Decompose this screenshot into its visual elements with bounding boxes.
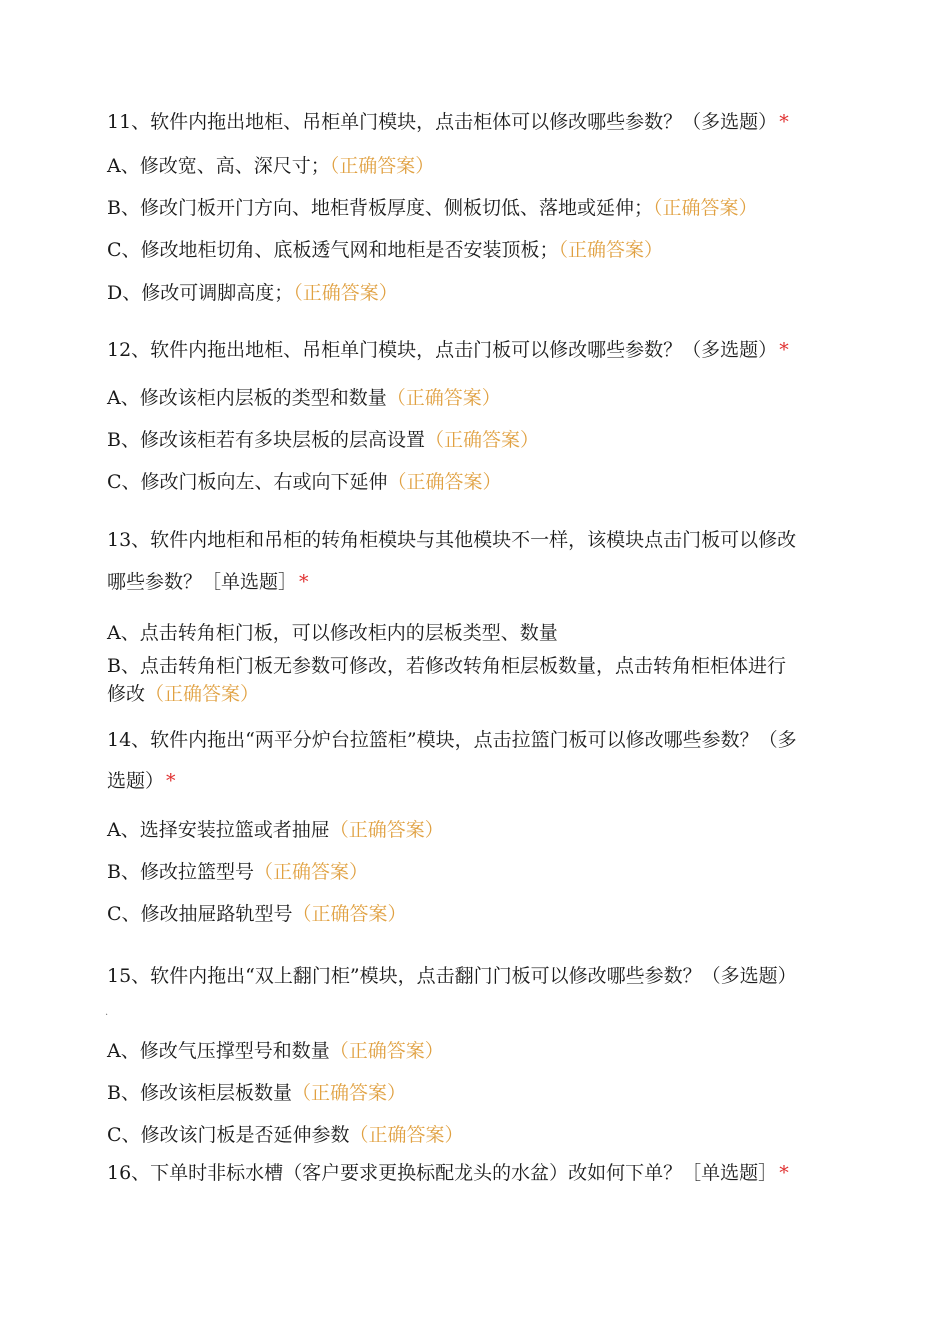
option-text: B、修改该柜层板数量 (107, 1082, 292, 1104)
option-text: A、选择安装拉篮或者抽屉 (107, 819, 330, 841)
question-11-text: 11、软件内拖出地柜、吊柜单门模块，点击柜体可以修改哪些参数？（多选题） (107, 111, 778, 133)
question-14-line-2 (107, 769, 176, 793)
question-14-line-1 (107, 728, 797, 752)
option-text-cont: 修改 (107, 683, 146, 705)
question-14-text: 14、软件内拖出“两平分炉台拉篮柜”模块，点击拉篮门板可以修改哪些参数？（多 (107, 729, 797, 751)
q11-option-a (107, 154, 434, 178)
question-15 (107, 964, 797, 988)
option-text: C、修改该门板是否延伸参数 (107, 1124, 350, 1146)
q14-option-b (107, 860, 368, 884)
correct-answer-tag: （正确答案） (329, 155, 435, 177)
correct-answer-tag: （正确答案） (387, 471, 502, 493)
question-14-text-cont: 选题） (107, 770, 165, 792)
option-text: A、点击转角柜门板，可以修改柜内的层板类型、数量 (107, 622, 558, 644)
q12-option-b (107, 428, 539, 452)
correct-answer-tag: （正确答案） (558, 239, 664, 261)
question-11 (107, 110, 789, 134)
option-text: B、修改该柜若有多块层板的层高设置 (107, 429, 425, 451)
question-16 (107, 1161, 789, 1185)
option-text: A、修改气压撑型号和数量 (107, 1040, 330, 1062)
option-text: B、修改门板开门方向、地柜背板厚度、侧板切低、落地或延伸； (107, 197, 653, 219)
q13-option-b-cont (107, 682, 259, 706)
q12-option-c (107, 470, 502, 494)
question-12-text: 12、软件内拖出地柜、吊柜单门模块，点击门板可以修改哪些参数？（多选题） (107, 339, 778, 361)
correct-answer-tag: （正确答案） (292, 903, 407, 925)
option-text: A、修改该柜内层板的类型和数量 (107, 387, 387, 409)
q14-option-a (107, 818, 444, 842)
question-16-text: 16、下单时非标水槽（客户要求更换标配龙头的水盆）改如何下单？［单选题］ (107, 1162, 778, 1184)
required-mark: * (779, 339, 789, 361)
question-13-line-1 (107, 528, 796, 552)
correct-answer-tag: （正确答案） (386, 387, 501, 409)
question-13-text-cont: 哪些参数？［单选题］ (107, 571, 298, 593)
q15-option-a (107, 1039, 444, 1063)
q11-option-d (107, 281, 398, 305)
required-mark: * (166, 770, 176, 792)
question-13-text: 13、软件内地柜和吊柜的转角柜模块与其他模块不一样，该模块点击门板可以修改 (107, 529, 797, 551)
correct-answer-tag: （正确答案） (291, 1082, 406, 1104)
q11-option-c (107, 238, 663, 262)
option-text: C、修改门板向左、右或向下延伸 (107, 471, 388, 493)
option-text: B、修改拉篮型号 (107, 861, 254, 883)
q13-option-a (107, 621, 558, 645)
q15-option-b (107, 1081, 406, 1105)
option-text: D、修改可调脚高度； (107, 282, 294, 304)
required-mark: * (299, 571, 309, 593)
q15-option-c (107, 1123, 464, 1147)
q14-option-c (107, 902, 407, 926)
stray-dot: . (105, 1007, 109, 1018)
required-mark: * (779, 1162, 789, 1184)
question-15-text: 15、软件内拖出“双上翻门柜”模块，点击翻门门板可以修改哪些参数？（多选题） (107, 965, 797, 987)
correct-answer-tag: （正确答案） (145, 683, 260, 705)
q12-option-a (107, 386, 501, 410)
correct-answer-tag: （正确答案） (349, 1124, 464, 1146)
option-text: A、修改宽、高、深尺寸； (107, 155, 330, 177)
correct-answer-tag: （正确答案） (652, 197, 758, 219)
question-12 (107, 338, 789, 362)
option-text: C、修改抽屉路轨型号 (107, 903, 293, 925)
q11-option-b (107, 196, 757, 220)
option-text: C、修改地柜切角、底板透气网和地柜是否安装顶板； (107, 239, 559, 261)
correct-answer-tag: （正确答案） (424, 429, 539, 451)
question-13-line-2 (107, 570, 309, 594)
q13-option-b (107, 654, 786, 678)
correct-answer-tag: （正确答案） (293, 282, 398, 304)
option-text: B、点击转角柜门板无参数可修改，若修改转角柜层板数量，点击转角柜柜体进行 (107, 655, 786, 677)
correct-answer-tag: （正确答案） (329, 819, 444, 841)
correct-answer-tag: （正确答案） (253, 861, 368, 883)
required-mark: * (779, 111, 789, 133)
correct-answer-tag: （正确答案） (329, 1040, 444, 1062)
